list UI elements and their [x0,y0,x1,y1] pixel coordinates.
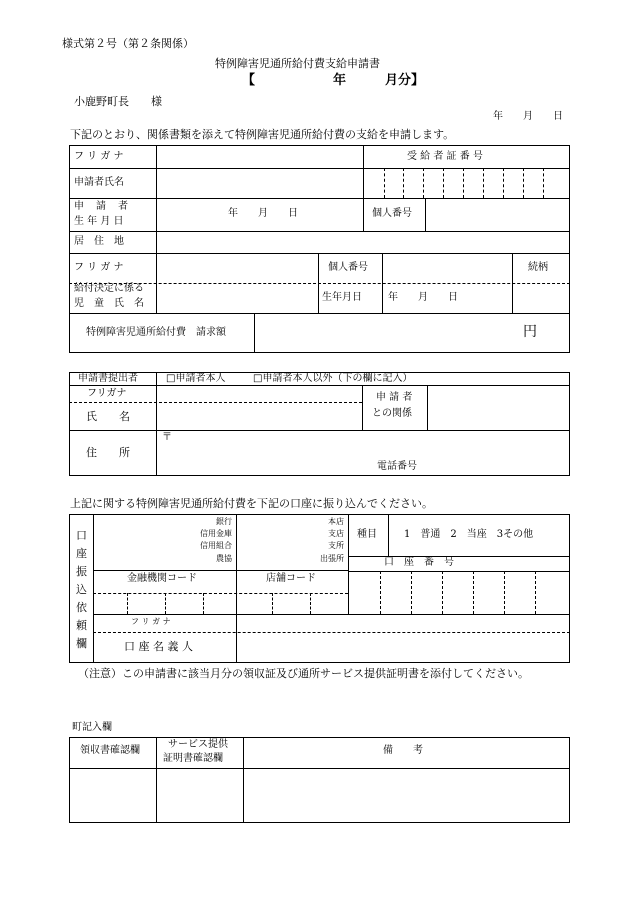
institution-code-label: 金融機関コード [127,573,197,584]
branch-type: 支店 [328,529,344,538]
child-furigana-label: フ リ ガ ナ [74,262,124,273]
child-name-label-1: 給付決定に係る [74,283,144,294]
attachment-note: （注意）この申請書に該当月分の領収証及び通所サービス提供証明書を添付してください。 [78,667,529,680]
recipient-cert-field[interactable] [365,170,568,197]
claim-amount-field[interactable] [256,315,516,351]
account-holder-label: 口 座 名 義 人 [124,640,193,653]
child-relation-label: 続柄 [528,262,548,273]
yen-unit: 円 [523,324,537,340]
target-month: 【 年 月分】 [242,73,425,88]
child-birth-label: 生年月日 [322,292,362,303]
submitter-name-field[interactable] [158,404,360,429]
child-personal-no-field[interactable] [384,255,510,282]
institution-type: 信用金庫 [200,529,232,538]
form-title: 特例障害児通所給付費支給申請書 [215,57,380,70]
form-number: 様式第２号（第２条関係） [62,37,194,50]
submitter-address-label: 住 所 [86,446,130,459]
applicant-address-field[interactable] [158,233,568,252]
bank-side-char: 口 [76,529,87,542]
bank-side-char: 込 [76,583,87,596]
receipt-check-field[interactable] [71,770,155,822]
institution-code-field[interactable] [95,595,235,613]
remarks-field[interactable] [245,770,568,822]
service-cert-label-2: 証明書確認欄 [163,753,223,764]
bank-intro-text: 上記に関する特例障害児通所給付費を下記の口座に振り込んでください。 [70,497,433,510]
applicant-name-label: 申請者氏名 [74,177,124,188]
receipt-check-label: 領収書確認欄 [80,745,140,756]
bank-side-char: 欄 [76,637,87,650]
holder-furigana-label: フ リ ガ ナ [131,617,171,626]
child-name-field[interactable] [158,285,316,312]
institution-type: 信用組合 [200,541,232,550]
applicant-personal-no-label: 個人番号 [372,208,412,219]
bank-side-char: 振 [76,565,87,578]
child-relation-field[interactable] [514,255,568,312]
submitter-relation-field[interactable] [429,387,568,429]
phone-label: 電話番号 [377,461,417,472]
branch-code-field[interactable] [238,595,347,613]
holder-furigana-field[interactable] [238,616,568,631]
branch-type: 本店 [328,517,344,526]
claim-amount-label: 特例障害児通所給付費 請求額 [86,327,226,338]
child-name-label-2: 児 童 氏 名 [74,298,144,309]
submitter-relation-label-2: との関係 [372,408,412,419]
account-kind-options[interactable]: 1 普通 2 当座 3その他 [404,529,534,540]
applicant-birth-label-2: 生 年 月 日 [74,216,124,227]
child-birth-date[interactable]: 年 月 日 [388,292,458,303]
account-kind-label: 種目 [357,529,377,540]
institution-type: 農協 [216,554,232,563]
account-holder-field[interactable] [238,634,568,662]
submitter-furigana-label: フリガナ [87,388,127,399]
submitter-relation-label-1: 申 請 者 [376,392,413,403]
recipient-cert-label: 受 給 者 証 番 号 [407,151,483,162]
submitter-address-field[interactable] [158,432,568,459]
applicant-personal-no-field[interactable] [427,200,568,230]
submitter-self-checkbox[interactable]: □申請者本人 [166,373,226,384]
applicant-address-label: 居 住 地 [74,236,124,247]
bank-side-char: 依 [76,601,87,614]
service-cert-label-1: サービス提供 [168,739,228,750]
institution-type: 銀行 [216,517,232,526]
child-personal-no-label: 個人番号 [328,262,368,273]
submitter-other-checkbox[interactable]: □申請者本人以外（下の欄に記入） [253,373,413,384]
applicant-birth-date[interactable]: 年 月 日 [228,208,298,219]
office-use-title: 町記入欄 [72,722,112,733]
institution-name-field[interactable] [95,516,180,568]
applicant-furigana-field[interactable] [158,147,361,167]
submitter-name-label: 氏 名 [86,410,130,423]
bank-side-char: 座 [76,547,87,560]
applicant-name-field[interactable] [158,170,361,197]
branch-type: 支所 [328,541,344,550]
applicant-birth-label-1: 申 請 者 [74,201,129,212]
branch-type: 出張所 [320,554,344,563]
intro-text: 下記のとおり、関係書類を添えて特例障害児通所給付費の支給を申請します。 [70,128,455,141]
applicant-furigana-label: フ リ ガ ナ [74,151,124,162]
account-number-label: 口 座 番 号 [384,557,454,568]
submitter-label: 申請書提出者 [78,373,138,384]
postal-mark: 〒 [162,432,172,443]
bank-side-char: 頼 [76,619,87,632]
branch-name-field[interactable] [238,516,292,568]
application-date: 年 月 日 [493,111,563,122]
service-cert-check-field[interactable] [158,770,242,822]
submitter-furigana-field[interactable] [158,387,360,401]
account-number-field[interactable] [350,573,568,613]
branch-code-label: 店舗コード [266,573,316,584]
addressee: 小鹿野町長 様 [74,95,162,108]
remarks-label: 備 考 [383,745,423,756]
